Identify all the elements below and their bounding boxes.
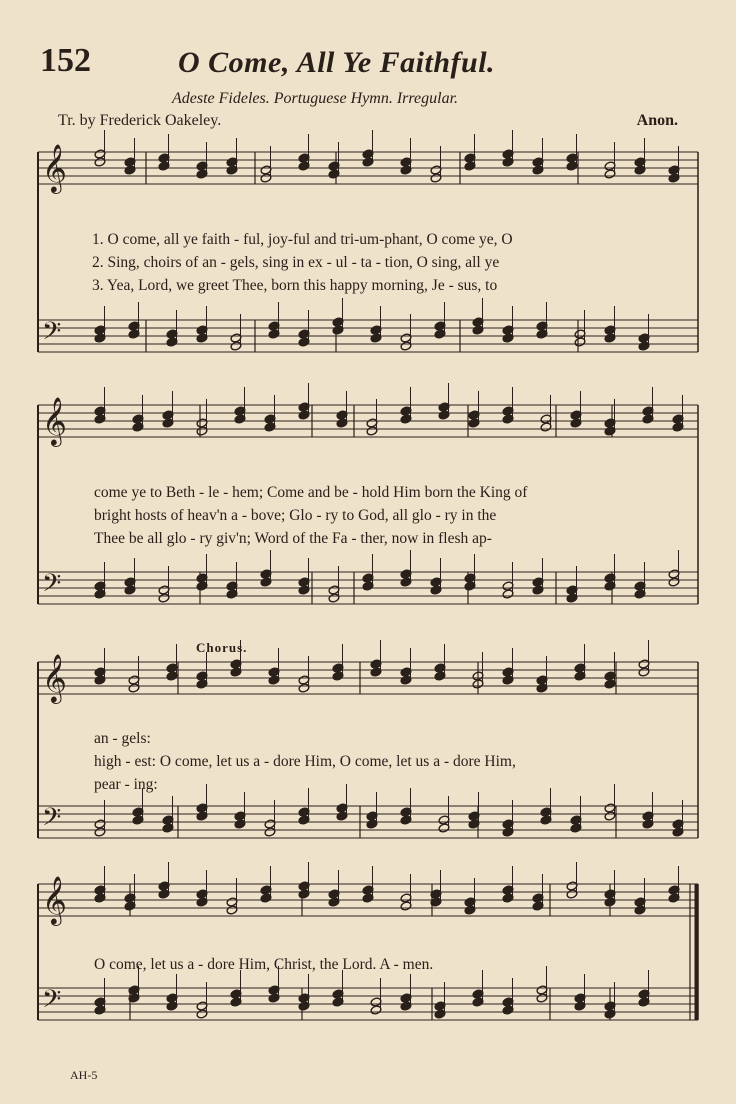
lyric-line-verse3-a: 3. Yea, Lord, we greet Thee, born this happy morning, Je - sus, to bbox=[92, 277, 498, 294]
treble-clef-icon: 𝄞 bbox=[42, 653, 67, 702]
bass-clef-icon: 𝄢 bbox=[42, 985, 62, 1020]
tune-subtitle: Adeste Fideles. Portuguese Hymn. Irregular. bbox=[172, 90, 459, 107]
composer-credit: Anon. bbox=[636, 112, 678, 129]
lyric-line-verse2-a: 2. Sing, choirs of an - gels, sing in ex - ul - ta - tion, O sing, all ye bbox=[92, 254, 500, 271]
chorus-label: Chorus. bbox=[196, 640, 248, 655]
lyric-line-verse1-a: 1. O come, all ye faith - ful, joy-ful and tri-um-phant, O come ye, O bbox=[92, 231, 513, 248]
hymn-title: O Come, All Ye Faithful. bbox=[178, 46, 496, 79]
lyric-line-verse2-b: bright hosts of heav'n a - bove; Glo - ry to God, all glo - ry in the bbox=[94, 507, 497, 524]
treble-clef-icon: 𝄞 bbox=[42, 143, 67, 192]
treble-clef-icon: 𝄞 bbox=[42, 875, 67, 924]
lyric-line-chorus-a: an - gels: bbox=[94, 730, 151, 747]
lyric-line-chorus-c: pear - ing: bbox=[94, 776, 158, 793]
page-footer-code: AH-5 bbox=[70, 1068, 98, 1082]
treble-clef-icon: 𝄞 bbox=[42, 396, 67, 445]
bass-clef-icon: 𝄢 bbox=[42, 803, 62, 838]
translator-credit: Tr. by Frederick Oakeley. bbox=[58, 112, 222, 129]
lyric-line-chorus-b: high - est: O come, let us a - dore Him, O come, let us a - dore Him, bbox=[94, 753, 516, 770]
bass-clef-icon: 𝄢 bbox=[42, 317, 62, 352]
lyric-line-verse1-b: come ye to Beth - le - hem; Come and be - hold Him born the King of bbox=[94, 484, 528, 501]
lyric-line-verse3-b: Thee be all glo - ry giv'n; Word of the Fa - ther, now in flesh ap- bbox=[94, 530, 492, 547]
lyric-line-final: O come, let us a - dore Him, Christ, the Lord. A - men. bbox=[94, 956, 434, 973]
bass-clef-icon: 𝄢 bbox=[42, 569, 62, 604]
hymn-number: 152 bbox=[40, 42, 91, 79]
